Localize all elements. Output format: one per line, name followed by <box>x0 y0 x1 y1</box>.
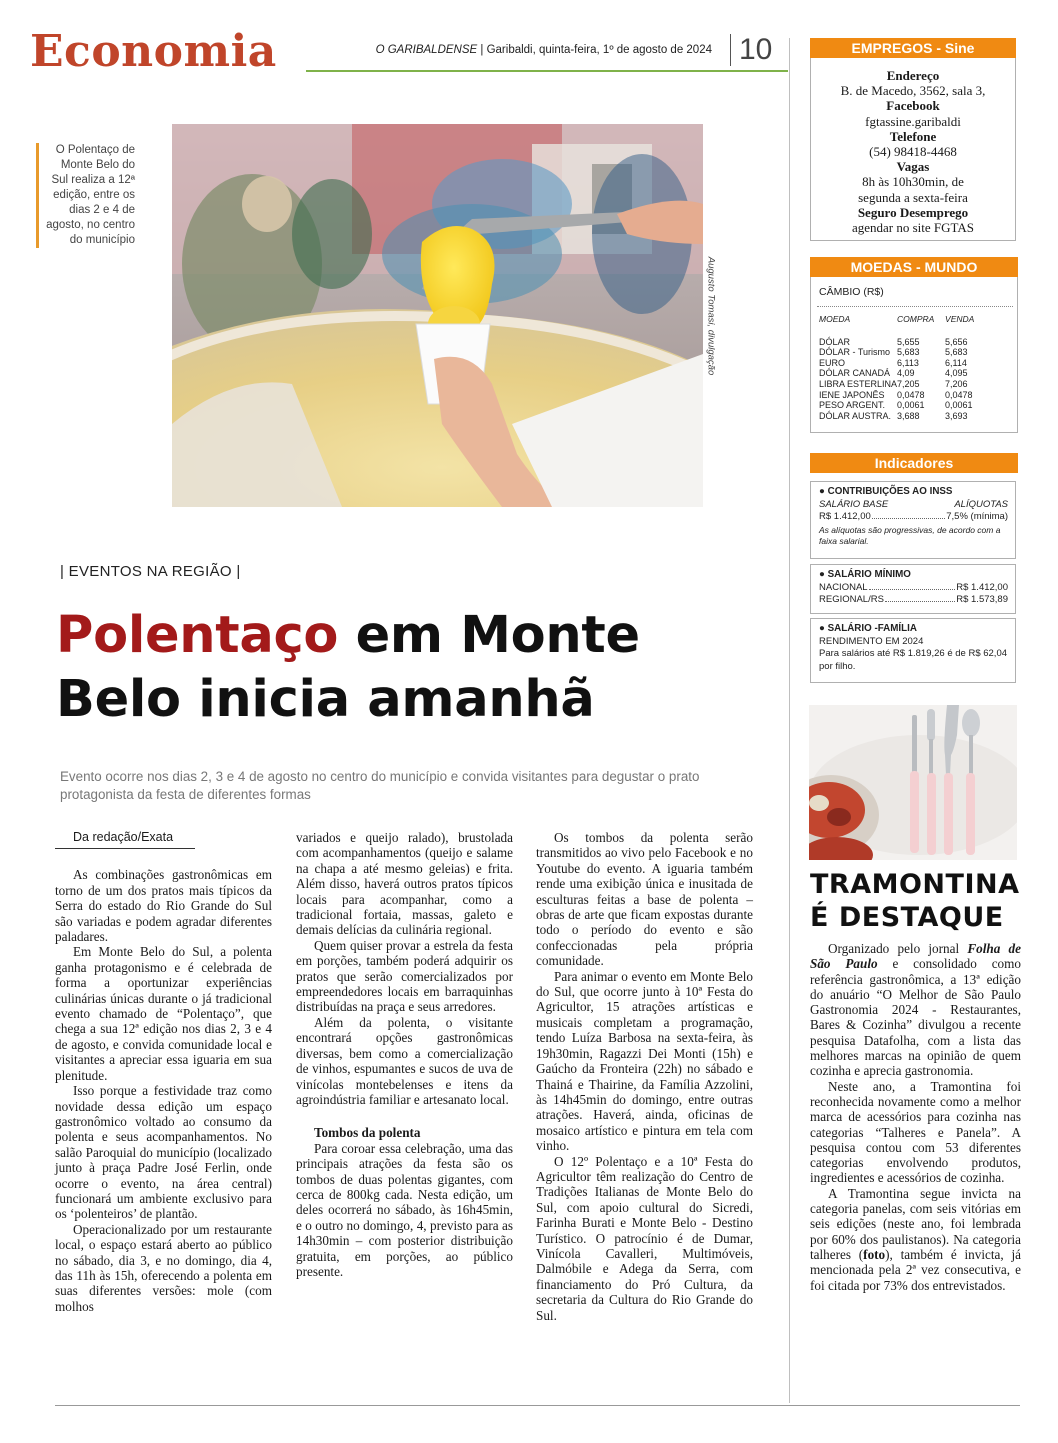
salario-regional-row <box>819 594 1008 607</box>
paper-name: O GARIBALDENSE <box>375 44 478 56</box>
sell-rate: 0,0061 <box>945 400 973 411</box>
salario-minimo-title: ● SALÁRIO MÍNIMO <box>819 569 911 580</box>
byline: Da redação/Exata <box>55 830 195 849</box>
text-run: A Tramontina segue invicta na categoria panelas, com seis vitórias em seis edições (neste ano, foi lembrada por 60% dos paulistanos). Na categoria talheres ( <box>810 1185 1021 1262</box>
headline <box>56 604 776 732</box>
column-header: VENDA <box>945 314 975 324</box>
inss-value-row <box>819 511 1008 524</box>
table-row <box>819 368 1013 379</box>
currency-name: LIBRA ESTERLINA <box>819 378 898 389</box>
sell-rate: 5,656 <box>945 336 968 347</box>
inss-note: As alíquotas são progressivas, de acordo com a faixa salarial. <box>819 524 1001 546</box>
sell-rate: 6,114 <box>945 357 967 368</box>
telefone-label: Telefone <box>889 128 937 144</box>
endereco-label: Endereço <box>886 68 940 83</box>
headline-highlight: Polentaço <box>56 606 339 665</box>
indicadores-title: Indicadores <box>810 453 1018 473</box>
paragraph: Em Monte Belo do Sul, a polenta ganha protagonismo e é celebrada de forma a oportunizar experiências culinárias únicas durante o já tradicional evento chamado de “Polentaço”, que chega a sua 12ª edição nos dias 2, 3 e 4 de agosto, e convida comunidade local e visitantes a apreciar essa iguaria em sua plenitude. <box>55 944 272 1083</box>
text-run: Organizado pelo jornal <box>828 941 968 956</box>
rail-divider <box>789 38 790 1403</box>
sell-rate: 3,693 <box>945 410 968 421</box>
inss-col-base: SALÁRIO BASE <box>819 498 889 510</box>
table-header-row <box>819 314 1013 337</box>
article-column-1 <box>55 830 272 1314</box>
masthead-rule <box>306 70 788 72</box>
buy-rate: 6,113 <box>897 357 919 368</box>
section-title: Economia <box>30 26 277 77</box>
salario-familia-title: ● SALÁRIO -FAMÍLIA <box>819 623 917 634</box>
salario-regional-label: REGIONAL/RS <box>819 594 884 605</box>
buy-rate: 0,0061 <box>897 400 925 411</box>
seguro-label: Seguro Desemprego <box>857 204 969 220</box>
polenta-photo <box>172 124 703 507</box>
dateline: | Garibaldi, quinta-feira, 1º de agosto de 2024 <box>480 44 712 56</box>
paragraph: Para animar o evento em Monte Belo do Sul, que ocorre junto à 10ª Festa do Agricultor, 15 atrações artísticas e musicais completam a programação, tendo Luíza Barbosa na sexta-feira, às 19h30min, Ragazzi Dei Monti (15h) e Gaúcho da Fronteira (22h) no sábado e Thainá e Thairine, da Família Azzolini, às 14h45min do domingo, entre outras atrações. Haverá, ainda, oficinas de mosaico artístico e pintura em tela com vinho. <box>536 968 753 1154</box>
tramontina-text <box>810 941 1021 1293</box>
sell-rate: 0,0478 <box>945 389 973 400</box>
tramontina-title: TRAMONTINA É DESTAQUE <box>810 869 1020 933</box>
endereco-value: B. de Macedo, 3562, sala 3, <box>840 83 986 99</box>
sell-rate: 7,206 <box>945 378 968 389</box>
salario-nacional-label: NACIONAL <box>819 581 868 593</box>
inss-base-value: R$ 1.412,00 <box>819 511 871 522</box>
table-row <box>819 411 1013 422</box>
buy-rate: 0,0478 <box>897 389 925 400</box>
currency-name: PESO ARGENT. <box>819 400 886 411</box>
paragraph: Neste ano, a Tramontina foi reconhecida novamente como a melhor marca de acessórios para cozinha nas categorias “Talheres e Panela”. A pesquisa contou com 53 diferentes categorias envolvendo produtos, ingredientes e acessórios de cozinha. <box>810 1078 1021 1186</box>
column-header: MOEDA <box>819 314 851 324</box>
table-row <box>819 347 1013 358</box>
paragraph: Os tombos da polenta serão transmitidos ao vivo pelo Facebook e no Youtube do evento. A iguaria também rende uma exibição única e inusitada de esculturas feitas a base de polenta – obras de arte que ficam expostas durante todo o período do evento e são confeccionadas pela própria comunidade. <box>536 830 753 969</box>
inss-header-row <box>819 499 1008 512</box>
inss-box <box>810 481 1016 559</box>
table-row <box>819 379 1013 390</box>
paragraph: Além da polenta, o visitante encontrará opções gastronômicas diversas, bem como a comercialização de vinhos, espumantes e sucos de uva de vinícolas montebelenses e itens da agroindústria familiar e artesanato local. <box>296 1014 513 1107</box>
paragraph: Isso porque a festividade traz como novidade dessa edição um espaço gastronômico voltado ao consumo da polenta e seus acompanhamentos. No salão Paroquial do município (localizado junto à praça Padre José Ferlin, onde ocorre o evento, na área central) funcionará um ambiente exclusivo para os ‘polenteiros’ de plantão. <box>55 1083 272 1222</box>
buy-rate: 4,09 <box>897 368 915 379</box>
salario-familia-text: Para salários até R$ 1.819,26 é de R$ 62,04 por filho. <box>819 648 1008 672</box>
facebook-label: Facebook <box>886 98 940 114</box>
article-column-2 <box>296 830 513 1279</box>
seguro-value: agendar no site FGTAS <box>851 220 975 236</box>
table-row <box>819 400 1013 411</box>
paragraph: O 12º Polentaço e a 10ª Festa do Agricultor têm realização do Centro de Tradições Italianas de Monte Belo do Sul, com apoio cultural do Sicredi, Farinha Burati e Monte Belo - Destino Turístico. O patrocínio é de Dumar, Vinícola Cavalleri, Multimóveis, Dalmóbile e Adega da Serra, com financiamento do Pró Cultura, da secretaria da Cultura do Rio Grande do Sul. <box>536 1153 753 1323</box>
currency-name: DÓLAR CANADÁ <box>819 368 891 379</box>
paragraph: Para coroar essa celebração, uma das principais atrações da festa são os tombos de duas polentas gigantes, com cerca de 800kg cada. Nesta edição, um deles ocorrerá no sábado, às 16h45min, e o outro no domingo, 4, previsto para as 14h30min – com posterior distribuição gratuita, em porções, ao público presente. <box>296 1140 513 1279</box>
kicker: | EVENTOS NA REGIÃO | <box>60 563 241 580</box>
table-row <box>819 337 1013 348</box>
photo-credit <box>703 124 719 507</box>
salario-minimo-box <box>810 564 1016 614</box>
salario-nacional-value: R$ 1.412,00 <box>956 581 1008 593</box>
paragraph: As combinações gastronômicas em torno de um dos pratos mais típicos da Serra do estado do Rio Grande do Sul são variadas e podem agradar diferentes paladares. <box>55 867 272 945</box>
currency-name: EURO <box>819 357 846 368</box>
article-column-3 <box>536 830 753 1323</box>
moedas-separator <box>817 306 1013 307</box>
currency-name: DÓLAR <box>819 336 851 347</box>
masthead <box>300 44 712 56</box>
salario-familia-box <box>810 618 1016 683</box>
bottom-rule <box>55 1405 1020 1406</box>
moedas-title: MOEDAS - MUNDO <box>810 257 1018 277</box>
salario-familia-sub: RENDIMENTO EM 2024 <box>819 635 924 647</box>
salario-nacional-row <box>819 582 1008 595</box>
page-number: 10 <box>730 34 772 66</box>
buy-rate: 5,655 <box>897 336 920 347</box>
photo-credit-text: Augusto Tomasi, divulgação <box>705 256 717 375</box>
inss-rate-value: 7,5% (mínima) <box>946 511 1008 522</box>
vagas-label: Vagas <box>896 159 930 175</box>
table-row <box>819 390 1013 401</box>
paragraph: Quem quiser provar a estrela da festa em porções, também poderá adquirir os pratos que serão comercializados por empreendedores locais em barraquinhas distribuídas na praça e seus arredores. <box>296 937 513 1015</box>
inss-col-rate: ALÍQUOTAS <box>954 498 1008 510</box>
empregos-title: EMPREGOS - Sine <box>810 38 1016 58</box>
column-header: COMPRA <box>897 314 935 324</box>
vagas-value-2: segunda a sexta-feira <box>858 189 968 205</box>
inss-title: ● CONTRIBUIÇÕES AO INSS <box>819 486 953 497</box>
currency-name: DÓLAR AUSTRA. <box>819 410 892 421</box>
cutlery-photo <box>809 705 1017 860</box>
paragraph <box>810 1186 1021 1293</box>
currency-name: DÓLAR - Turismo <box>819 347 891 358</box>
telefone-value: (54) 98418-4468 <box>869 144 957 160</box>
cutlery-photo-illustration <box>809 705 1017 860</box>
salario-regional-value: R$ 1.573,89 <box>956 594 1008 605</box>
moedas-box <box>810 277 1018 433</box>
buy-rate: 5,683 <box>897 347 920 358</box>
moedas-table <box>819 314 1013 421</box>
text-run: e consolidado como referência gastronômica, a 13ª edição do anuário “O Melhor de São Paulo Gastronomia 2024 - Restaurantes, Bares & Cozinha” divulgou a recente pesquisa Datafolha, com a lista das melhores marcas na opinião de quem cozinha e aprecia gastronomia. <box>810 956 1021 1079</box>
buy-rate: 7,205 <box>897 378 920 389</box>
paragraph: Operacionalizado por um restaurante local, o espaço estará aberto ao público no sábado, dia 3, e no domingo, dia 4, das 11h às 15h, oferecendo a polenta em suas diferentes versões: mole (com molhos <box>55 1221 272 1314</box>
photo-caption: O Polentaço de Monte Belo do Sul realiza a 12ª edição, entre os dias 2 e 4 de agosto, no centro do município <box>36 143 135 248</box>
currency-name: IENE JAPONÊS <box>819 389 885 400</box>
section-subtitle: Tombos da polenta <box>314 1125 421 1141</box>
polenta-photo-illustration <box>172 124 703 507</box>
sell-rate: 4,095 <box>945 368 968 379</box>
empregos-box <box>810 58 1016 241</box>
vagas-value-1: 8h às 10h30min, de <box>862 174 964 190</box>
paragraph: variados e queijo ralado), brustolada com acompanhamentos (queijo e salame na chapa a até mesmo geleias) e frita. Além disso, haverá outros pratos típicos locais para acompanhar, como a tradicional fortaia, massas, galeto e demais delícias da culinária regional. <box>296 830 513 938</box>
cambio-label: CÂMBIO (R$) <box>819 286 884 298</box>
paragraph <box>810 941 1021 1079</box>
newspaper-name: Folha de São Paulo <box>810 941 1021 972</box>
table-row <box>819 358 1013 369</box>
sell-rate: 5,683 <box>945 347 968 358</box>
buy-rate: 3,688 <box>897 410 920 421</box>
facebook-value: fgtassine.garibaldi <box>865 113 961 129</box>
text-run: ), também é invicta, já mencionada pela 2ª vez consecutiva, e foi citada por 73% dos entrevistados. <box>810 1246 1021 1293</box>
photo-ref: foto <box>863 1246 886 1262</box>
subheadline: Evento ocorre nos dias 2, 3 e 4 de agosto no centro do município e convida visitantes para degustar o prato protagonista da festa de diferentes formas <box>60 769 700 802</box>
headline-rest: em Monte Belo inicia amanhã <box>56 606 640 729</box>
